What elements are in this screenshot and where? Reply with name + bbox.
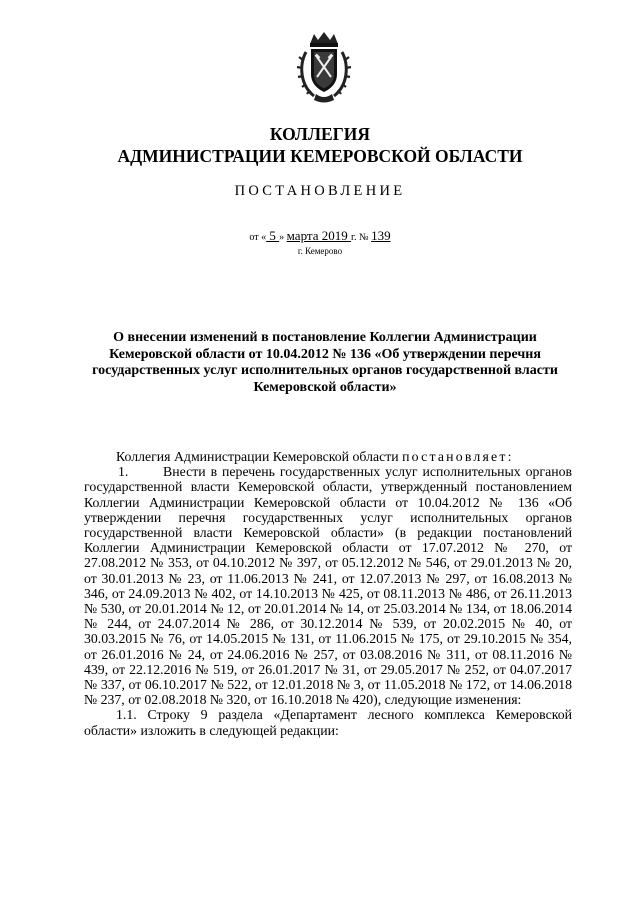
date-month-year: марта 2019 — [286, 228, 352, 243]
date-day: 5 — [266, 228, 280, 243]
paragraph-item-1: 1. Внести в перечень государственных услуг исполнительных органов государственной власти Кемеровской области, утвержденный постановлением Коллегии Администрации Кемеровской области от 10.04.2012 № 136 «Об утверждении перечня государственных услуг исполнительных органов государственной власти Кемеровской области» (в редакции постановлений Коллегии Администрации Кемеровской области от 17.07.2012 № 270, от 27.08.2012 № 353, от 04.10.2012 № 397, от 05.12.2012 № 546, от 29.01.2013 № 20, от 30.01.2013 № 23, от 11.06.2013 № 241, от 12.07.2013 № 297, от 16.08.2013 № 346, от 24.09.2013 № 402, от 14.10.2013 № 425, от 08.11.2013 № 486, от 26.11.2013 № 530, от 20.01.2014 № 12, от 20.01.2014 № 14, от 25.03.2014 № 134, от 18.06.2014 № 244, от 24.07.2014 № 286, от 30.12.2014 № 539, от 20.02.2015 № 40, от 30.03.2015 № 76, от 14.05.2015 № 131, от 11.06.2015 № 175, от 29.10.2015 № 354, от 26.01.2016 № 24, от 24.06.2016 № 257, от 03.08.2016 № 311, от 08.11.2016 № 439, от 22.12.2016 № 519, от 26.01.2017 № 31, от 29.05.2017 № 252, от 04.07.2017 № 337, от 06.10.2017 № 522, от 12.01.2018 № 3, от 11.05.2018 № 172, от 14.06.2018 № 237, от 02.08.2018 № 320, от 16.10.2018 № 420), следующие изменения: — [84, 464, 572, 708]
date-number-line — [0, 228, 640, 246]
city-label: г. Кемерово — [297, 246, 343, 256]
paragraph-item-1-1: 1.1. Строку 9 раздела «Департамент лесного комплекса Кемеровской области» изложить в следующей редакции: — [84, 707, 572, 738]
document-number: 139 — [371, 228, 391, 243]
intro-resolves: постановляет: — [402, 449, 514, 464]
document-title: О внесении изменений в постановление Коллегии Администрации Кемеровской области от 10.04.2012 № 136 «Об утверждении перечня государственных услуг исполнительных органов государственной власти Кемеровской области» — [92, 330, 558, 395]
administration-title: АДМИНИСТРАЦИИ КЕМЕРОВСКОЙ ОБЛАСТИ — [117, 146, 523, 166]
document-body — [84, 449, 572, 738]
date-from-label: от « — [249, 232, 267, 243]
number-label: № — [359, 232, 369, 243]
date-close-quote: » — [279, 232, 285, 243]
collegium-title: КОЛЛЕГИЯ — [269, 124, 371, 144]
intro-paragraph — [84, 449, 572, 464]
kemerovo-coat-of-arms-icon — [296, 30, 352, 106]
date-year-suffix: г. — [351, 232, 357, 243]
intro-text: Коллегия Администрации Кемеровской области — [116, 449, 403, 464]
document-type-heading: ПОСТАНОВЛЕНИЕ — [234, 183, 406, 199]
